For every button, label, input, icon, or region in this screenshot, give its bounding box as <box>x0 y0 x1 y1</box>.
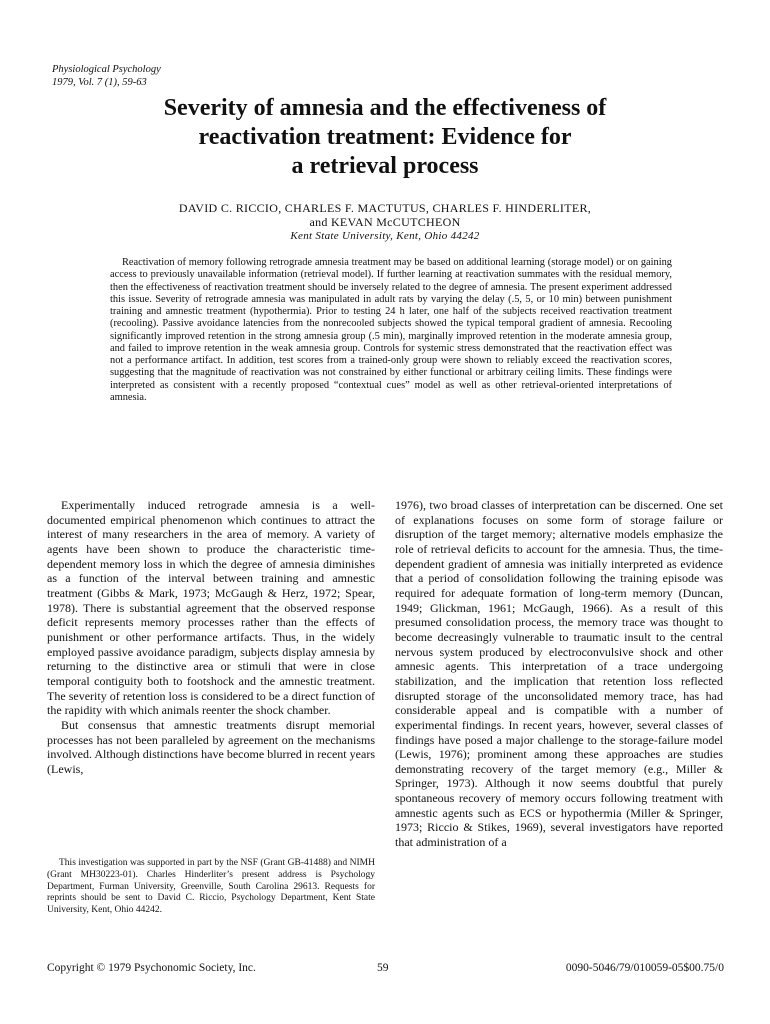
copyright-notice: Copyright © 1979 Psychonomic Society, Inc. <box>47 962 256 974</box>
body-column-left <box>47 498 375 776</box>
body-column-right <box>395 498 723 850</box>
footnote: This investigation was supported in part by the NSF (Grant GB-41488) and NIMH (Grant MH30223-01). Charles Hinderliter’s present address is Psychology Department, Furman University, Greenville, South Carolina 29613. Requests for reprints should be sent to David C. Riccio, Psychology Department, Kent State University, Kent, Ohio 44242. <box>47 858 375 916</box>
affiliation: Kent State University, Kent, Ohio 44242 <box>290 230 480 242</box>
journal-name: Physiological Psychology <box>52 64 161 75</box>
article-title <box>40 94 730 181</box>
body-paragraph: Experimentally induced retrograde amnesia is a well-documented empirical phenomenon which continues to attract the interest of many researchers in the area of memory. A variety of agents have been shown to produce the characteristic time-dependent memory loss in which the degree of amnesia diminishes as a function of the interval between training and amnestic treatment (Gibbs & Mark, 1973; McGaugh & Herz, 1972; Spear, 1978). There is substantial agreement that the observed response deficit represents memory processes rather than the effects of punishment or other performance artifacts. Thus, in the widely employed passive avoidance paradigm, subjects display amnesia by returning to the distinctive area or stimuli that were in close temporal contiguity both to footshock and the amnestic treatment. The severity of retention loss is considered to be a direct function of the rapidity with which animals reenter the shock chamber. <box>47 498 375 718</box>
body-paragraph: But consensus that amnestic treatments disrupt memorial processes has not been paralleled by agreement on the mechanisms involved. Although distinctions have become blurred in recent years (Lewis, <box>47 717 375 776</box>
journal-volume: 1979, Vol. 7 (1), 59-63 <box>52 77 147 88</box>
body-paragraph: 1976), two broad classes of interpretation can be discerned. One set of explanations focuses on some form of storage failure or disruption of the target memory; alternative models emphasize the role of retrieval deficits to account for the amnesia. Thus, the time-dependent gradient of amnesia was initially interpreted as evidence that a period of consolidation following the training episode was required for adequate formation of long-term memory (Duncan, 1949; Glickman, 1961; McGaugh, 1966). As a result of this presumed consolidation process, the memory trace was thought to become decreasingly vulnerable to traumatic insult to the central nervous system produced by electroconvulsive shock and other amnesic agents. This interpretation of a trace undergoing stabilization, and the implication that retention loss reflected disrupted storage of the unconsolidated memory trace, has had considerable appeal and is compatible with a number of experimental findings. In recent years, however, several classes of findings have posed a major challenge to the storage-failure model (Lewis, 1976); prominent among these approaches are studies demonstrating recovery of the target memory (e.g., Miller & Springer, 1973). Although it now seems doubtful that purely spontaneous recovery of memory occurs following treatment with amnestic agents such as ECS or hypothermia (Miller & Springer, 1973; Riccio & Stikes, 1969), several investigators have reported that administration of a <box>395 498 723 850</box>
article-code: 0090-5046/79/010059-05$00.75/0 <box>565 962 724 974</box>
journal-citation <box>52 63 161 89</box>
title-line-3: a retrieval process <box>291 153 479 179</box>
page-number: 59 <box>377 962 389 974</box>
author-block <box>40 201 730 243</box>
abstract: Reactivation of memory following retrograde amnesia treatment may be based on additional learning (storage model) or on gaining access to previously unavailable information (retrieval model). If further learning at reactivation summates with the residual memory, then the effectiveness of reactivation treatment should be inversely related to the degree of amnesia. The present experiment addressed this issue. Severity of retrograde amnesia was manipulated in adult rats by varying the delay (.5, 5, or 10 min) between punishment training and amnestic treatment (hypothermia). Prior to testing 24 h later, one half of the subjects received reactivation treatment (recooling). Passive avoidance latencies from the nonrecooled subjects showed the typical temporal gradient of amnesia. Recooling significantly improved retention in the strong amnesia group (.5 min), marginally improved retention in the moderate amnesia group, and failed to improve retention in the weak amnesia group. Controls for systemic stress demonstrated that the reactivation effect was not a performance artifact. In addition, test scores from a trained-only group were shown to reliably exceed the reactivation scores, suggesting that the magnitude of reactivation was not constrained by either functional or arbitrary ceiling limits. These findings were interpreted as consistent with a recently proposed “contextual cues” model as well as other retrieval-oriented interpretations of amnesia. <box>110 257 672 403</box>
authors-line-1: DAVID C. RICCIO, CHARLES F. MACTUTUS, CHARLES F. HINDERLITER, <box>178 201 592 215</box>
authors-line-2: and KEVAN McCUTCHEON <box>309 215 461 229</box>
title-line-1: Severity of amnesia and the effectiveness of <box>163 95 607 121</box>
title-line-2: reactivation treatment: Evidence for <box>198 124 572 150</box>
